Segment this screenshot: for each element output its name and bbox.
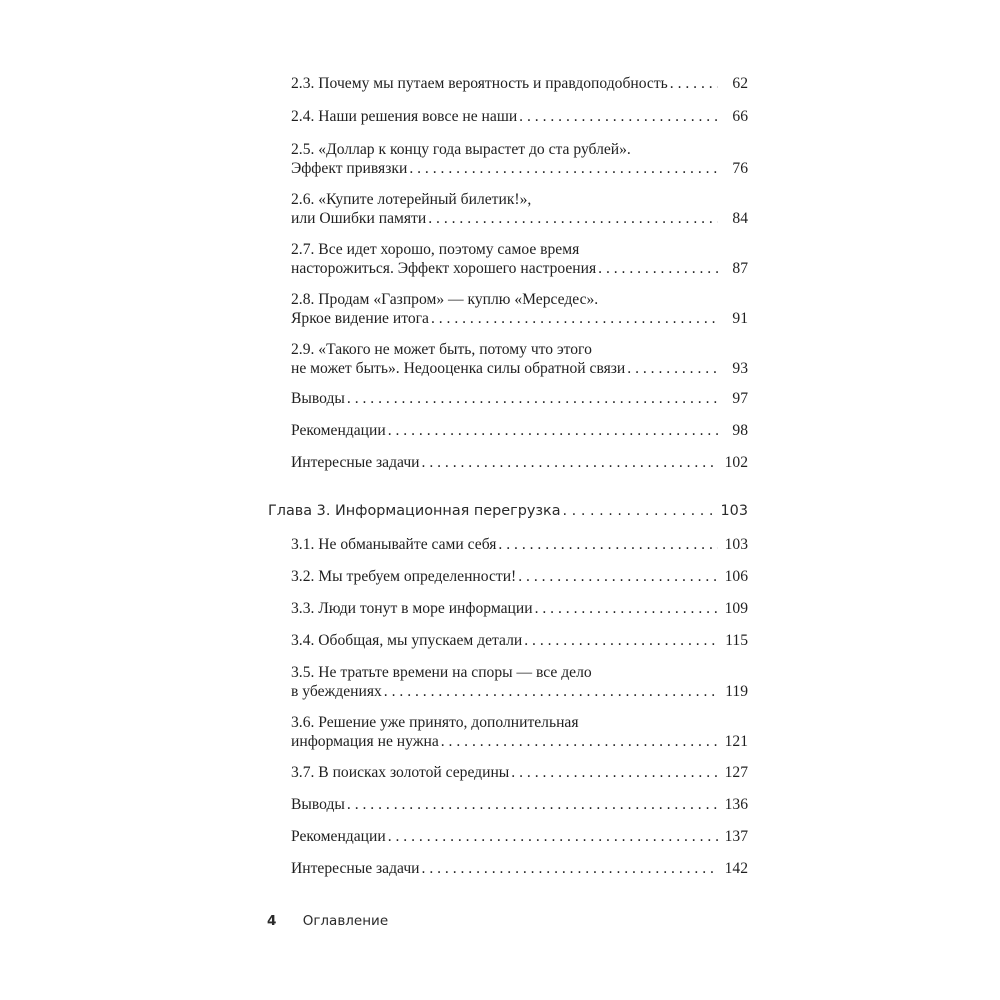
- dot-leader: [535, 599, 718, 618]
- toc-entry-title-line: Выводы: [291, 796, 345, 813]
- toc-entry: [268, 453, 748, 472]
- toc-entry: [268, 107, 748, 126]
- toc-page-number: 119: [725, 683, 748, 700]
- toc-entry-title-line: 2.8. Продам «Газпром» — куплю «Мерседес».: [291, 291, 599, 308]
- toc-page-number: 127: [724, 764, 748, 781]
- dot-leader: [627, 359, 718, 378]
- toc-entry-title-line: 3.3. Люди тонут в море информации: [291, 600, 533, 617]
- toc-page-number: 91: [732, 310, 748, 327]
- toc-entry: [268, 140, 748, 178]
- toc-entry-title-line: в убеждениях: [291, 683, 382, 700]
- toc-page-number: 87: [732, 260, 748, 277]
- toc-entry: [268, 74, 748, 93]
- running-header: Оглавление: [302, 913, 389, 929]
- toc-entry: [268, 827, 748, 846]
- dot-leader: [519, 107, 718, 126]
- toc-entry: [268, 763, 748, 782]
- toc-entry: [268, 663, 748, 701]
- dot-leader: [670, 74, 718, 93]
- toc-page-number: 102: [724, 454, 748, 471]
- dot-leader: [498, 535, 718, 554]
- dot-leader: [422, 453, 718, 472]
- toc-entry-title-line: Интересные задачи: [291, 454, 420, 471]
- dot-leader: [524, 631, 718, 650]
- dot-leader: [409, 159, 718, 178]
- toc-entry-title-line: Рекомендации: [291, 422, 386, 439]
- toc-entry: [268, 535, 748, 554]
- toc-entry-title-line: 2.7. Все идет хорошо, поэтому самое время: [291, 241, 580, 258]
- toc-entry: [268, 190, 748, 228]
- toc-entry-title-line: Глава 3. Информационная перегрузка: [268, 503, 561, 519]
- toc-entry-title-line: насторожиться. Эффект хорошего настроения: [291, 260, 597, 277]
- toc-entry-title-line: Выводы: [291, 390, 345, 407]
- dot-leader: [347, 795, 718, 814]
- toc-page-number: 98: [732, 422, 748, 439]
- toc-page-number: 103: [724, 536, 748, 553]
- toc-entry-title-line: не может быть». Недооценка силы обратной связи: [291, 360, 626, 377]
- toc-entry: [268, 631, 748, 650]
- toc-entry-title-line: Интересные задачи: [291, 860, 420, 877]
- toc-page-number: 97: [732, 390, 748, 407]
- toc-page-number: 142: [724, 860, 748, 877]
- toc-page-number: 115: [725, 632, 748, 649]
- toc-page-number: 66: [732, 108, 748, 125]
- toc-entry-title-line: или Ошибки памяти: [291, 210, 427, 227]
- toc-entry-title-line: 3.2. Мы требуем определенности!: [291, 568, 517, 585]
- toc-entry: [268, 340, 748, 378]
- toc-page-number: 106: [724, 568, 748, 585]
- toc-entry-title-line: Рекомендации: [291, 828, 386, 845]
- dot-leader: [384, 682, 718, 701]
- toc-page-number: 109: [724, 600, 748, 617]
- toc-chapter-entry: [268, 502, 748, 521]
- toc-entry-title-line: 2.5. «Доллар к концу года вырастет до ста рублей».: [291, 141, 631, 158]
- toc-page-number: 136: [724, 796, 748, 813]
- dot-leader: [563, 502, 718, 521]
- toc-entry-title-line: 3.5. Не тратьте времени на споры — все дело: [291, 664, 592, 681]
- dot-leader: [388, 827, 718, 846]
- dot-leader: [511, 763, 718, 782]
- toc-entry: [268, 389, 748, 408]
- toc-entry-title-line: 2.6. «Купите лотерейный билетик!»,: [291, 191, 532, 208]
- toc-page-number: 62: [732, 75, 748, 92]
- dot-leader: [422, 859, 718, 878]
- toc-entry-title-line: 2.9. «Такого не может быть, потому что этого: [291, 341, 592, 358]
- toc-page-number: 137: [724, 828, 748, 845]
- toc-entry: [268, 713, 748, 751]
- toc-page-number: 93: [732, 360, 748, 377]
- toc-page-number: 84: [732, 210, 748, 227]
- toc-entry-title-line: 2.4. Наши решения вовсе не наши: [291, 108, 518, 125]
- toc-entry-title-line: 2.3. Почему мы путаем вероятность и правдоподобность: [291, 75, 668, 92]
- toc-entry-title-line: 3.6. Решение уже принято, дополнительная: [291, 714, 579, 731]
- toc-page-number: 121: [724, 733, 748, 750]
- toc-entry: [268, 859, 748, 878]
- toc-entry: [268, 290, 748, 328]
- toc-entry: [268, 421, 748, 440]
- dot-leader: [388, 421, 718, 440]
- toc-entry: [268, 567, 748, 586]
- dot-leader: [598, 259, 718, 278]
- toc-entry-title-line: 3.1. Не обманывайте сами себя: [291, 536, 497, 553]
- toc-entry: [268, 240, 748, 278]
- page-number: 4: [267, 913, 277, 929]
- toc-entry-title-line: 3.7. В поисках золотой середины: [291, 764, 510, 781]
- dot-leader: [431, 309, 718, 328]
- dot-leader: [347, 389, 718, 408]
- toc-entry-title-line: Эффект привязки: [291, 160, 408, 177]
- dot-leader: [518, 567, 718, 586]
- toc-entry: [268, 795, 748, 814]
- toc-page-number: 76: [732, 160, 748, 177]
- toc-entry: [268, 599, 748, 618]
- dot-leader: [428, 209, 718, 228]
- toc-entry-title-line: 3.4. Обобщая, мы упускаем детали: [291, 632, 523, 649]
- toc-entry-title-line: Яркое видение итога: [291, 310, 429, 327]
- toc-entry-title-line: информация не нужна: [291, 733, 439, 750]
- toc-page-number: 103: [720, 503, 748, 519]
- dot-leader: [441, 732, 718, 751]
- page-footer: [267, 913, 388, 929]
